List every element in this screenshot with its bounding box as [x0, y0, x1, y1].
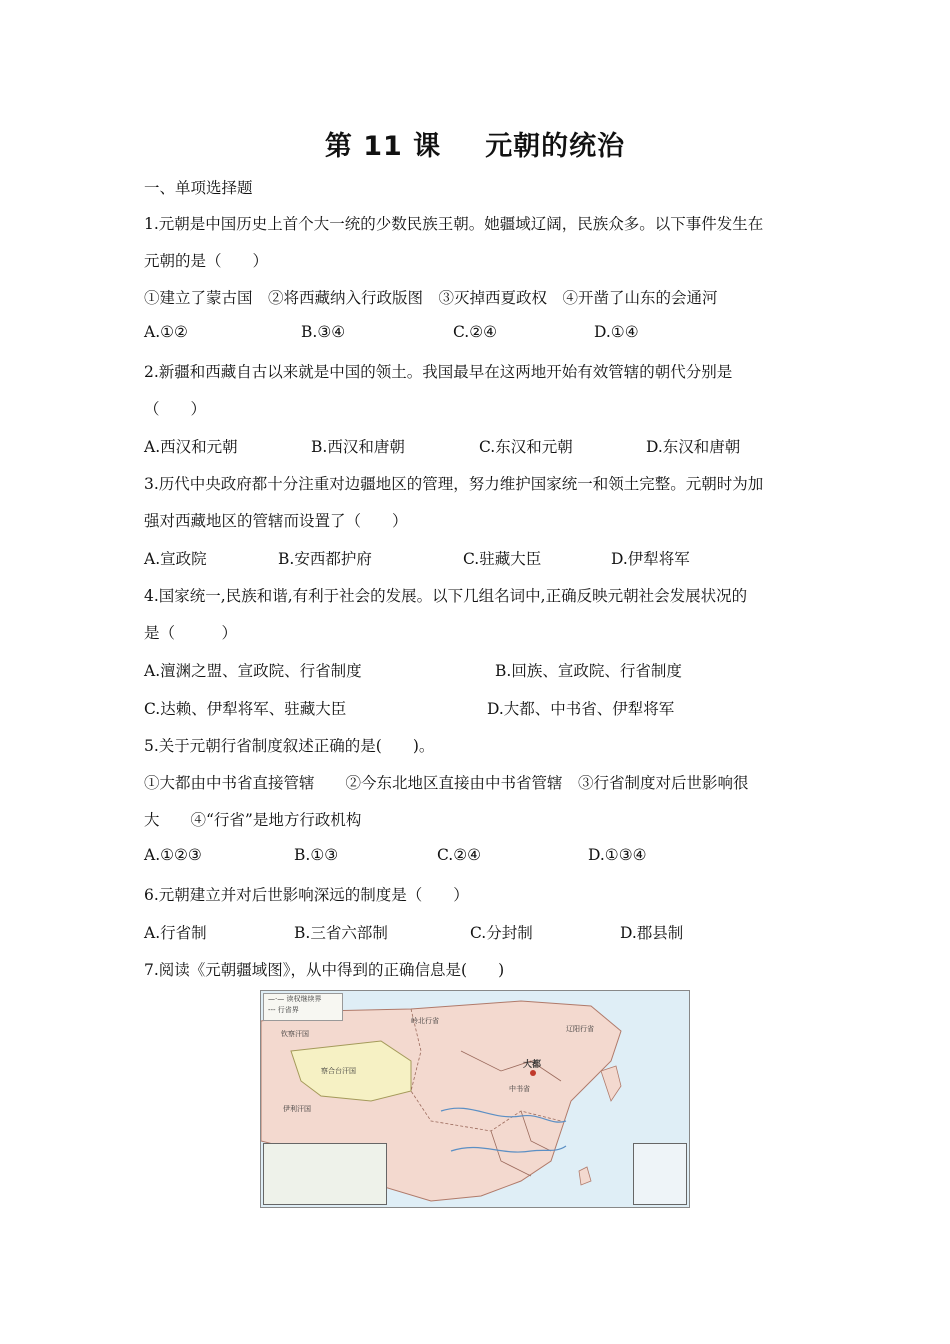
q6-option-a[interactable]: A.行省制 [144, 924, 207, 942]
label-ilkhanate: 伊利汗国 [283, 1105, 311, 1113]
lesson-name: 元朝的统治 [485, 131, 626, 162]
page-title [0, 124, 950, 163]
q1-stem-line1: 1.元朝是中国历史上首个大一统的少数民族王朝。她疆域辽阔，民族众多。以下事件发生在 [144, 215, 764, 233]
map-legend [263, 993, 343, 1021]
section-heading: 一、单项选择题 [144, 179, 253, 197]
map-inset-right [633, 1143, 687, 1205]
q5-option-a[interactable]: A.①②③ [144, 846, 202, 864]
q6-option-b[interactable]: B.三省六部制 [294, 924, 388, 942]
lesson-number: 第 11 课 [324, 131, 442, 162]
q3-option-d[interactable]: D.伊犁将军 [611, 550, 690, 568]
q4-stem-line1: 4.国家统一,民族和谐,有利于社会的发展。以下几组名词中,正确反映元朝社会发展状况的 [144, 587, 748, 605]
q1-option-c[interactable]: C.②④ [453, 323, 498, 341]
q4-option-c[interactable]: C.达赖、伊犁将军、驻藏大臣 [144, 700, 347, 718]
q4-option-a[interactable]: A.澶渊之盟、宣政院、行省制度 [144, 662, 362, 680]
q2-option-a[interactable]: A.西汉和元朝 [144, 438, 238, 456]
q3-option-a[interactable]: A.宣政院 [144, 550, 207, 568]
q1-items: ①建立了蒙古国 ②将西藏纳入行政版图 ③灭掉西夏政权 ④开凿了山东的会通河 [144, 289, 718, 307]
q1-stem-line2: 元朝的是（ ） [144, 252, 269, 270]
q3-option-b[interactable]: B.安西都护府 [278, 550, 372, 568]
label-dadu: 大都 [523, 1060, 542, 1070]
q5-option-c[interactable]: C.②④ [437, 846, 482, 864]
q3-option-c[interactable]: C.驻藏大臣 [463, 550, 542, 568]
q6-stem: 6.元朝建立并对后世影响深远的制度是（ ） [144, 886, 469, 904]
q5-option-d[interactable]: D.①③④ [588, 846, 647, 864]
q3-stem-line2: 强对西藏地区的管辖而设置了（ ） [144, 512, 408, 530]
q4-option-d[interactable]: D.大都、中书省、伊犁将军 [487, 700, 675, 718]
q2-stem-line2: （ ） [144, 400, 207, 418]
capital-marker [530, 1070, 536, 1076]
q5-items-line1: ①大都由中书省直接管辖 ②今东北地区直接由中书省管辖 ③行省制度对后世影响很 [144, 774, 749, 792]
map-inset-left [263, 1143, 387, 1205]
q6-option-c[interactable]: C.分封制 [470, 924, 533, 942]
q1-option-d[interactable]: D.①④ [594, 323, 639, 341]
label-chagatai: 察合台汗国 [321, 1067, 356, 1075]
q2-option-c[interactable]: C.东汉和元朝 [479, 438, 573, 456]
q4-option-b[interactable]: B.回族、宣政院、行省制度 [495, 662, 682, 680]
q2-option-d[interactable]: D.东汉和唐朝 [646, 438, 741, 456]
q4-stem-line2: 是（ ） [144, 624, 238, 642]
label-zhongshu: 中书省 [509, 1085, 530, 1093]
label-liaoyang: 辽阳行省 [566, 1025, 594, 1033]
q5-items-line2: 大 ④“行省”是地方行政机构 [144, 811, 362, 829]
q5-stem: 5.关于元朝行省制度叙述正确的是( )。 [144, 737, 435, 755]
label-kipchak: 钦察汗国 [281, 1030, 309, 1038]
q7-stem: 7.阅读《元朝疆域图》，从中得到的正确信息是( ) [144, 961, 505, 979]
q1-option-a[interactable]: A.①② [144, 323, 188, 341]
q5-option-b[interactable]: B.①③ [294, 846, 339, 864]
q2-stem-line1: 2.新疆和西藏自古以来就是中国的领土。我国最早在这两地开始有效管辖的朝代分别是 [144, 363, 733, 381]
label-lingbei: 岭北行省 [411, 1017, 439, 1025]
yuan-territory-map [260, 990, 690, 1208]
legend-item-province: --- 行省界 [268, 1006, 299, 1014]
legend-item-border: —·— 读权继续界 [268, 995, 322, 1003]
q2-option-b[interactable]: B.西汉和唐朝 [311, 438, 405, 456]
q1-option-b[interactable]: B.③④ [301, 323, 346, 341]
q6-option-d[interactable]: D.郡县制 [620, 924, 684, 942]
q3-stem-line1: 3.历代中央政府都十分注重对边疆地区的管理，努力维护国家统一和领土完整。元朝时为加 [144, 475, 764, 493]
